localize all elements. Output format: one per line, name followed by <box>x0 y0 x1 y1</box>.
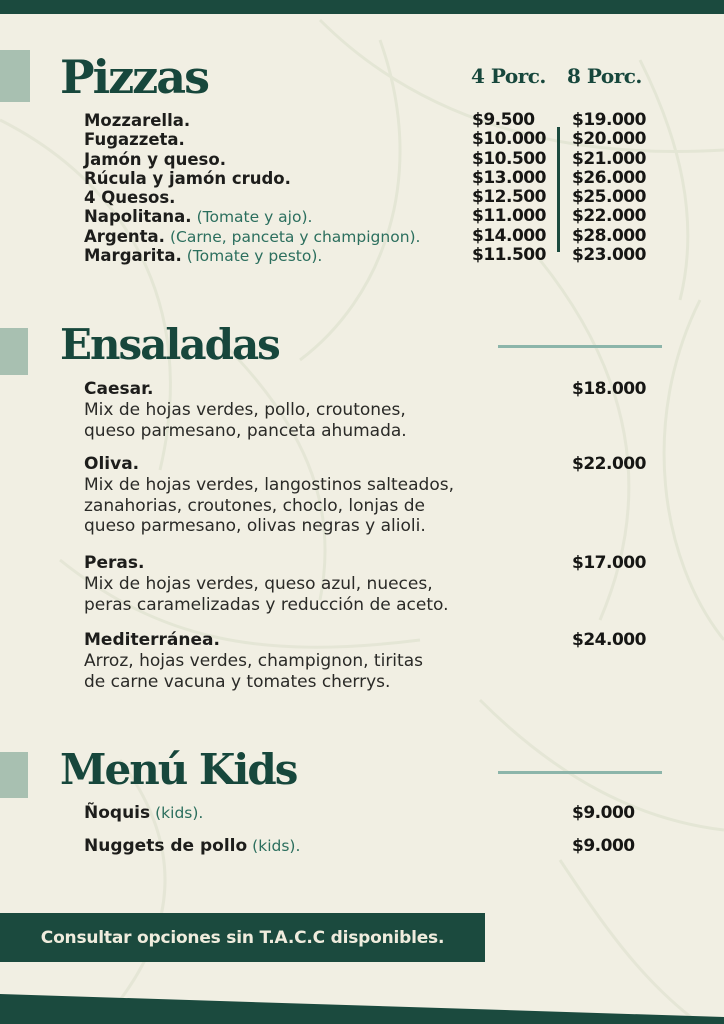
pizza-price-4porc: $10.500 <box>472 148 546 169</box>
salad-description: Mix de hojas verdes, pollo, croutones, <box>84 400 406 420</box>
salad-description: zanahorias, croutones, choclo, lonjas de <box>84 495 425 516</box>
salad-description: de carne vacuna y tomates cherrys. <box>84 671 391 692</box>
kids-item <box>0 803 724 823</box>
kids-price: $9.000 <box>572 803 635 823</box>
salad-description: Mix de hojas verdes, langostinos salteados, <box>84 475 454 495</box>
pizza-name: Argenta. <box>84 226 165 246</box>
salad-price: $17.000 <box>572 553 646 573</box>
salad-description: Arroz, hojas verdes, champignon, tiritas <box>84 651 423 671</box>
section-marker-menu-kids <box>0 752 28 798</box>
salad-description: queso parmesano, olivas negras y alioli. <box>84 516 426 537</box>
column-header-8-porciones: 8 Porc. <box>567 64 642 88</box>
tacc-note-text: Consultar opciones sin T.A.C.C disponibles. <box>40 927 445 948</box>
salad-name: Caesar. <box>84 379 154 399</box>
salad-description: peras caramelizadas y reducción de aceto. <box>84 594 449 615</box>
pizza-row <box>0 150 724 169</box>
salad-name: Mediterránea. <box>84 630 220 650</box>
bottom-wedge-decoration <box>0 990 724 1024</box>
pizza-price-8porc: $25.000 <box>572 187 646 208</box>
pizza-price-8porc: $23.000 <box>572 245 646 266</box>
kids-item <box>0 836 724 856</box>
salad-description: queso parmesano, panceta ahumada. <box>84 420 407 441</box>
ensaladas-rule-decoration <box>498 345 662 348</box>
salad-name: Oliva. <box>84 454 140 474</box>
pizza-name: Mozzarella. <box>84 111 191 130</box>
pizza-price-8porc: $20.000 <box>572 129 646 150</box>
salad-price: $18.000 <box>572 379 646 399</box>
salad-item <box>0 629 724 692</box>
top-bar-decoration <box>0 0 724 14</box>
price-columns-divider <box>557 127 560 252</box>
pizza-price-4porc: $12.500 <box>472 187 546 208</box>
pizza-row <box>0 169 724 188</box>
salad-price: $24.000 <box>572 630 646 650</box>
salad-description: Mix de hojas verdes, queso azul, nueces, <box>84 574 433 594</box>
kids-name: Nuggets de pollo <box>84 836 248 856</box>
pizza-price-4porc: $10.000 <box>472 129 546 150</box>
column-header-4-porciones: 4 Porc. <box>471 64 546 88</box>
kids-price: $9.000 <box>572 836 635 856</box>
pizza-row <box>0 246 724 265</box>
kids-note: (kids). <box>252 837 301 855</box>
pizza-row <box>0 130 724 149</box>
pizza-price-4porc: $13.000 <box>472 167 546 188</box>
pizza-note: (Tomate y pesto). <box>186 247 323 266</box>
pizza-row <box>0 227 724 246</box>
menu-kids-rule-decoration <box>498 771 662 774</box>
pizza-name: Rúcula y jamón crudo. <box>84 168 291 188</box>
pizza-price-8porc: $22.000 <box>572 206 646 227</box>
pizzas-section-title: Pizzas <box>60 50 209 104</box>
pizza-price-4porc: $11.000 <box>472 206 546 227</box>
pizza-row <box>0 207 724 226</box>
kids-name: Ñoquis <box>84 803 151 823</box>
salad-item <box>0 552 724 615</box>
salad-item <box>0 453 724 537</box>
section-marker-pizzas <box>0 50 30 102</box>
pizza-price-4porc: $11.500 <box>472 245 546 266</box>
pizza-price-8porc: $26.000 <box>572 167 646 188</box>
salad-item <box>0 378 724 441</box>
section-marker-ensaladas <box>0 328 28 375</box>
pizza-row <box>0 111 724 130</box>
kids-note: (kids). <box>155 804 204 822</box>
pizza-price-8porc: $19.000 <box>572 110 646 130</box>
pizza-name: Napolitana. <box>84 207 192 227</box>
pizza-name: Margarita. <box>84 246 182 266</box>
pizza-price-8porc: $28.000 <box>572 225 646 246</box>
pizza-price-4porc: $9.500 <box>472 110 535 130</box>
pizza-name: 4 Quesos. <box>84 188 176 208</box>
pizza-price-8porc: $21.000 <box>572 148 646 169</box>
menu-kids-section-title: Menú Kids <box>60 745 297 794</box>
salad-price: $22.000 <box>572 454 646 474</box>
pizza-note: (Carne, panceta y champignon). <box>169 227 421 246</box>
pizza-price-4porc: $14.000 <box>472 225 546 246</box>
salad-name: Peras. <box>84 553 145 573</box>
pizza-row <box>0 188 724 207</box>
pizza-name: Jamón y queso. <box>84 149 226 169</box>
tacc-note-banner <box>0 913 485 962</box>
ensaladas-section-title: Ensaladas <box>60 320 279 369</box>
pizza-list <box>0 111 724 265</box>
pizza-note: (Tomate y ajo). <box>196 208 313 227</box>
pizza-name: Fugazzeta. <box>84 130 185 150</box>
